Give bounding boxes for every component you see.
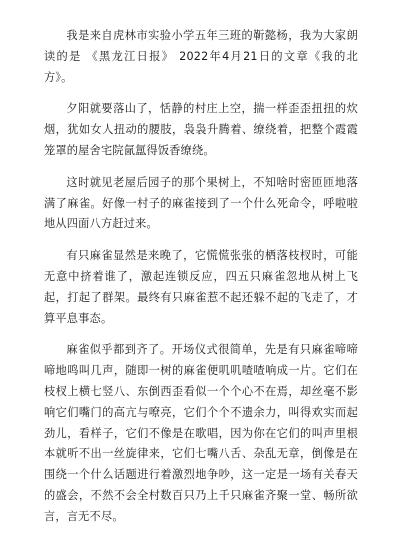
body-paragraph-2: 这时就见老屋后园子的那个果树上，不知啥时密匝匝地落满了麻雀。好像一村子的麻雀接到了一个什么死命令，呼啦啦地从四面八方赶过来。 <box>44 175 358 231</box>
body-paragraph-3: 有只麻雀显然是来晚了，它慌慌张张的栖落枝杈时，可能无意中挤着谁了，激起连锁反应，四五只麻雀忽地从树上飞起，打起了群架。最终有只麻雀惹不起还躲不起的飞走了，才算平息事态。 <box>44 249 358 325</box>
body-paragraph-1: 夕阳就要落山了，恬静的村庄上空，揣一样歪歪扭扭的炊烟，犹如女人扭动的腰肢，袅袅升腾着、缭绕着，把整个霞霞笼罩的屋舍宅院氤氲得饭香缭绕。 <box>44 102 358 157</box>
intro-paragraph: 我是来自虎林市实验小学五年三班的靳懿杨，我为大家朗读的是 《黑龙江日报》 2022年4月21日的文章《我的北方》。 <box>44 29 358 84</box>
body-paragraph-4: 麻雀似乎都到齐了。开场仪式很简单，先是有只麻雀啼啼啼地鸣叫几声，随即一树的麻雀便叽叽喳喳响成一片。它们在枝杈上横七竖八、东倒西歪看似一个个心不在焉，却丝毫不影响它们嘴门的高亢与嘹亮，它们个个不遗余力，叫得欢实而起劲儿，看样子，它们不像是在歌唱，因为你在它们的叫声里根本就听不出一丝旋律来，它们七嘴八舌、杂乱无章，倒像是在围绕一个什么话题进行着激烈地争吵，这一定是一场有关春天的盛会，不然不会全村数百只乃上千只麻雀齐聚一堂、畅所欲言，言无不尽。 <box>44 343 358 523</box>
